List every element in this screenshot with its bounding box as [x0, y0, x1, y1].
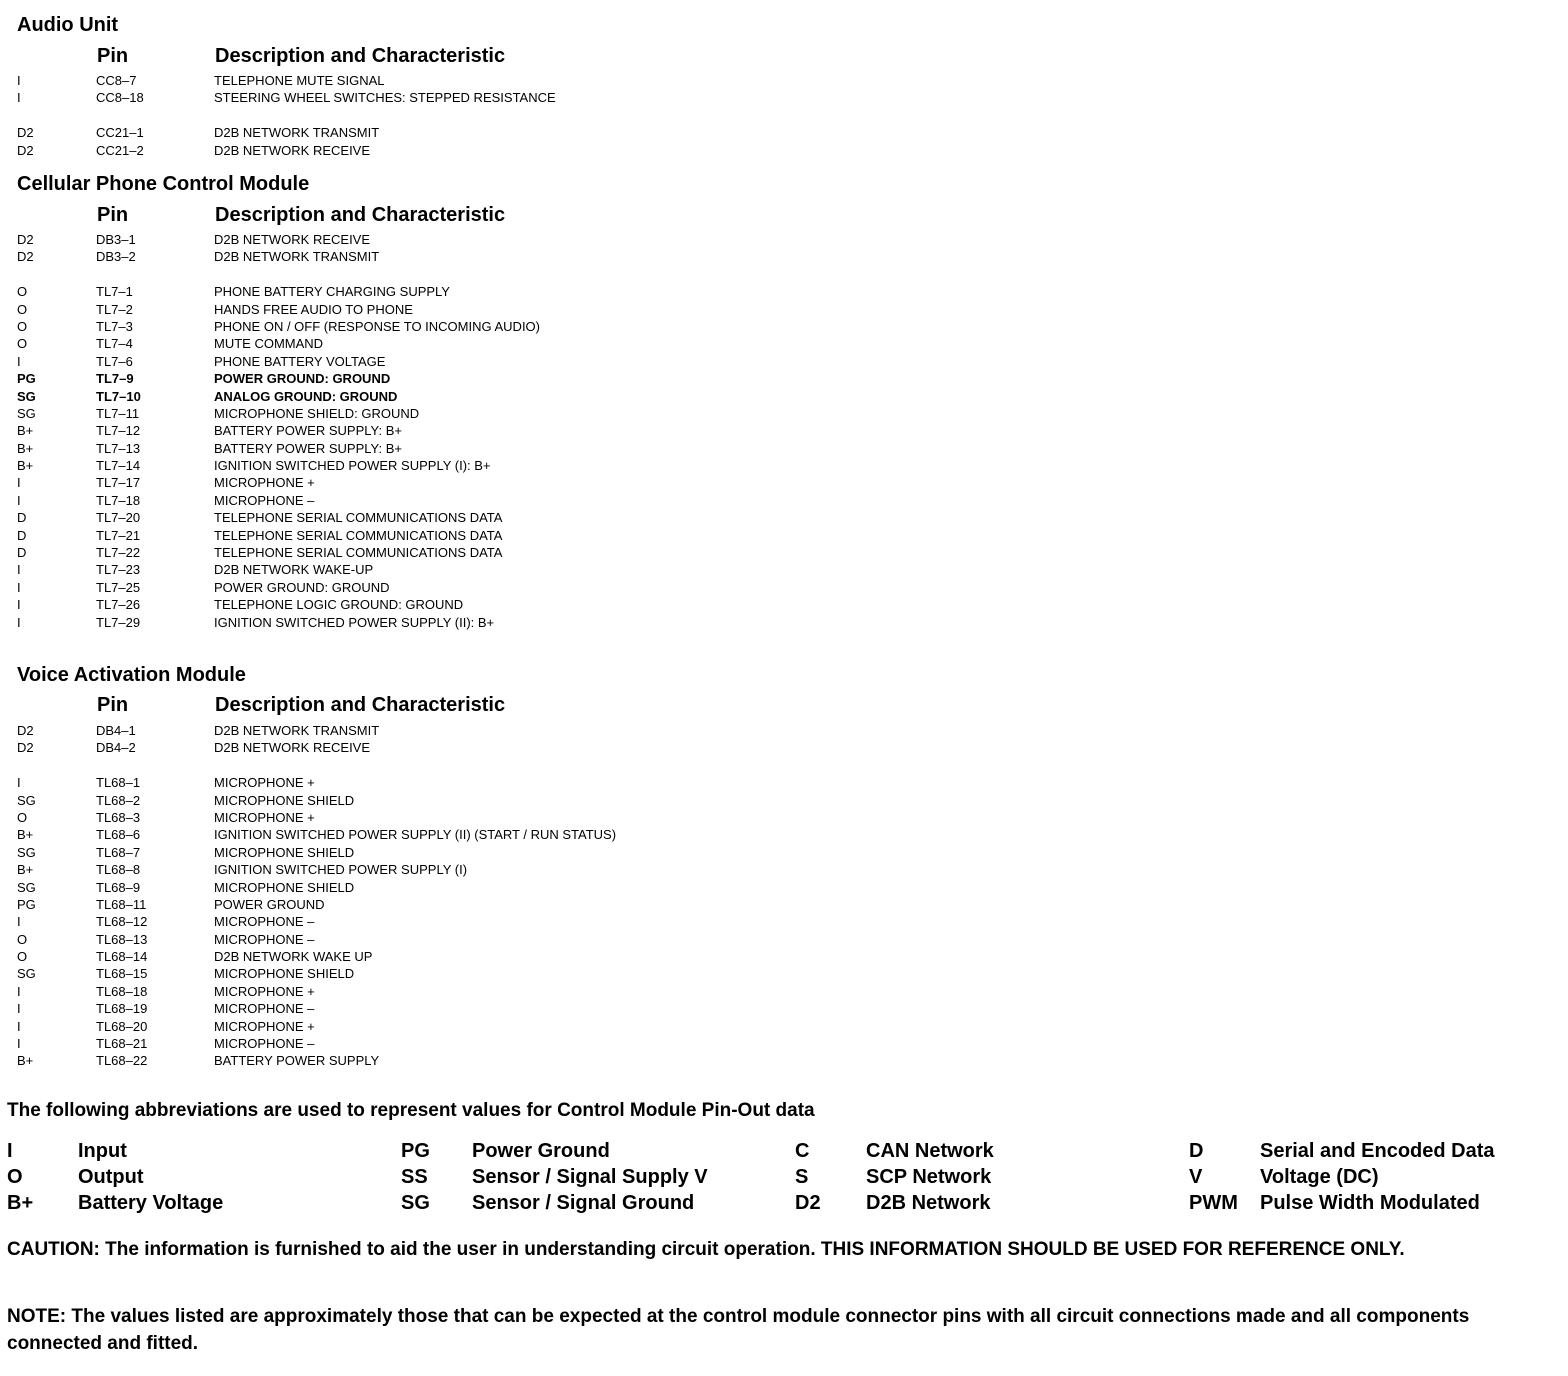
pin-cell: TL7–10	[96, 388, 141, 404]
description-cell: ANALOG GROUND: GROUND	[214, 388, 398, 404]
pin-cell: TL68–14	[96, 949, 148, 965]
description-cell: MICROPHONE SHIELD: GROUND	[214, 405, 420, 421]
signal-type-cell: PG	[17, 896, 36, 912]
signal-type-cell: B+	[17, 827, 34, 843]
abbreviation-key: PG	[401, 1140, 430, 1162]
signal-type-cell: I	[17, 597, 21, 613]
description-cell: MICROPHONE –	[214, 492, 315, 508]
pin-cell: TL7–21	[96, 527, 141, 543]
abbreviation-value: Pulse Width Modulated	[1260, 1192, 1480, 1214]
abbreviation-value: Power Ground	[472, 1140, 610, 1162]
signal-type-cell: D2	[17, 125, 34, 141]
description-cell: D2B NETWORK RECEIVE	[214, 232, 371, 247]
abbreviation-key: V	[1189, 1166, 1203, 1188]
pin-cell: DB3–2	[96, 249, 136, 265]
description-cell: IGNITION SWITCHED POWER SUPPLY (II): B+	[214, 614, 495, 630]
pin-cell: DB4–1	[96, 723, 136, 738]
signal-type-cell: D2	[17, 232, 34, 247]
pin-cell: DB3–1	[96, 232, 136, 247]
description-cell: TELEPHONE SERIAL COMMUNICATIONS DATA	[214, 545, 503, 561]
pin-cell: TL7–22	[96, 545, 141, 561]
abbreviation-value: Output	[78, 1166, 144, 1188]
pin-cell: TL68–6	[96, 827, 141, 843]
signal-type-cell: B+	[17, 423, 34, 439]
signal-type-cell: SG	[17, 966, 36, 982]
pin-header: Pin	[97, 694, 129, 716]
description-cell: BATTERY POWER SUPPLY: B+	[214, 440, 402, 456]
pin-cell: TL7–17	[96, 475, 141, 491]
description-header: Description and Characteristic	[215, 694, 506, 716]
signal-type-cell: I	[17, 1036, 21, 1052]
description-cell: MICROPHONE SHIELD	[214, 966, 355, 982]
abbreviations-title: The following abbreviations are used to represent values for Control Module Pin-Out data	[7, 1100, 815, 1121]
pin-cell: TL68–9	[96, 879, 141, 895]
signal-type-cell: D2	[17, 142, 34, 158]
description-cell: BATTERY POWER SUPPLY	[214, 1053, 380, 1069]
description-cell: POWER GROUND	[214, 896, 325, 912]
description-cell: TELEPHONE SERIAL COMMUNICATIONS DATA	[214, 527, 503, 543]
signal-type-cell: I	[17, 1001, 21, 1017]
signal-type-cell: SG	[17, 844, 36, 860]
description-cell: IGNITION SWITCHED POWER SUPPLY (I): B+	[214, 458, 491, 474]
pin-cell: TL68–3	[96, 809, 141, 825]
signal-type-cell: D2	[17, 249, 34, 265]
description-cell: TELEPHONE MUTE SIGNAL	[214, 73, 385, 88]
description-cell: MICROPHONE +	[214, 983, 315, 999]
abbreviation-value: Sensor / Signal Supply V	[472, 1166, 708, 1188]
pin-cell: CC21–1	[96, 125, 144, 141]
pin-cell: CC21–2	[96, 142, 144, 158]
abbreviation-value: SCP Network	[866, 1166, 992, 1188]
signal-type-cell: B+	[17, 440, 34, 456]
signal-type-cell: I	[17, 775, 21, 791]
signal-type-cell: I	[17, 73, 21, 88]
description-cell: MICROPHONE +	[214, 809, 315, 825]
signal-type-cell: B+	[17, 458, 34, 474]
signal-type-cell: SG	[17, 388, 36, 404]
pin-cell: TL7–23	[96, 562, 141, 578]
description-cell: MICROPHONE +	[214, 1018, 315, 1034]
section-title: Cellular Phone Control Module	[17, 173, 310, 195]
description-cell: MICROPHONE SHIELD	[214, 792, 355, 808]
abbreviation-key: S	[795, 1166, 809, 1188]
signal-type-cell: I	[17, 914, 21, 930]
description-cell: STEERING WHEEL SWITCHES: STEPPED RESISTANCE	[214, 90, 556, 106]
description-cell: MICROPHONE SHIELD	[214, 844, 355, 860]
signal-type-cell: B+	[17, 1053, 34, 1069]
pin-cell: TL68–20	[96, 1018, 148, 1034]
abbreviation-key: C	[795, 1140, 810, 1162]
pin-header: Pin	[97, 204, 129, 226]
description-cell: PHONE BATTERY VOLTAGE	[214, 353, 386, 369]
pin-cell: TL7–1	[96, 284, 133, 300]
abbreviation-value: Serial and Encoded Data	[1260, 1140, 1495, 1162]
description-cell: POWER GROUND: GROUND	[214, 579, 390, 595]
pin-cell: TL7–9	[96, 371, 134, 387]
description-cell: MICROPHONE –	[214, 1001, 315, 1017]
pin-cell: TL7–26	[96, 597, 141, 613]
description-cell: MICROPHONE +	[214, 475, 315, 491]
signal-type-cell: I	[17, 614, 21, 630]
pin-cell: TL7–2	[96, 301, 133, 317]
pin-cell: TL68–19	[96, 1001, 148, 1017]
signal-type-cell: O	[17, 809, 28, 825]
description-cell: POWER GROUND: GROUND	[214, 371, 391, 387]
signal-type-cell: D2	[17, 723, 34, 738]
signal-type-cell: I	[17, 579, 21, 595]
abbreviation-key: SG	[401, 1192, 430, 1214]
signal-type-cell: O	[17, 284, 28, 300]
signal-type-cell: D	[17, 527, 27, 543]
pin-cell: TL68–8	[96, 862, 141, 878]
signal-type-cell: I	[17, 562, 21, 578]
signal-type-cell: O	[17, 931, 28, 947]
description-header: Description and Characteristic	[215, 45, 506, 67]
signal-type-cell: D	[17, 545, 27, 561]
description-cell: D2B NETWORK WAKE-UP	[214, 562, 374, 578]
pin-cell: TL7–14	[96, 458, 141, 474]
pin-cell: TL68–21	[96, 1036, 148, 1052]
section-title: Audio Unit	[17, 14, 119, 36]
abbreviation-key: I	[7, 1140, 13, 1162]
description-cell: MUTE COMMAND	[214, 336, 324, 352]
signal-type-cell: I	[17, 1018, 21, 1034]
pin-cell: TL7–6	[96, 353, 133, 369]
note-text: NOTE: The values listed are approximately those that can be expected at the control module connector pins with all circuit connections made and all components connected and fitted.	[7, 1306, 1470, 1354]
description-cell: MICROPHONE –	[214, 914, 315, 930]
description-cell: D2B NETWORK RECEIVE	[214, 740, 371, 756]
description-cell: PHONE BATTERY CHARGING SUPPLY	[214, 284, 450, 300]
description-cell: TELEPHONE SERIAL COMMUNICATIONS DATA	[214, 510, 503, 526]
pin-cell: TL7–3	[96, 318, 133, 334]
description-cell: MICROPHONE –	[214, 1036, 315, 1052]
signal-type-cell: O	[17, 949, 28, 965]
pin-cell: TL68–15	[96, 966, 148, 982]
pin-cell: TL68–2	[96, 792, 141, 808]
signal-type-cell: I	[17, 475, 21, 491]
signal-type-cell: SG	[17, 879, 36, 895]
description-cell: D2B NETWORK RECEIVE	[214, 142, 371, 158]
abbreviation-value: Input	[78, 1140, 127, 1162]
abbreviation-value: Sensor / Signal Ground	[472, 1192, 695, 1214]
pin-cell: TL68–12	[96, 914, 148, 930]
abbreviation-value: CAN Network	[866, 1140, 994, 1162]
abbreviation-key: D	[1189, 1140, 1204, 1162]
abbreviation-value: Voltage (DC)	[1260, 1166, 1379, 1188]
description-cell: IGNITION SWITCHED POWER SUPPLY (II) (START / RUN STATUS)	[214, 827, 617, 843]
abbreviation-key: D2	[795, 1192, 821, 1214]
pin-cell: TL7–11	[96, 405, 140, 421]
signal-type-cell: O	[17, 318, 28, 334]
pin-cell: TL7–12	[96, 423, 141, 439]
description-cell: D2B NETWORK TRANSMIT	[214, 723, 380, 738]
pin-cell: DB4–2	[96, 740, 136, 756]
caution-text: CAUTION: The information is furnished to aid the user in understanding circuit operation. THIS INFORMATION SHOULD BE USED FOR REFERENCE ONLY.	[7, 1239, 1405, 1260]
signal-type-cell: O	[17, 336, 28, 352]
description-cell: BATTERY POWER SUPPLY: B+	[214, 423, 402, 439]
signal-type-cell: I	[17, 90, 21, 106]
abbreviations-legend	[0, 1138, 1568, 1218]
description-cell: IGNITION SWITCHED POWER SUPPLY (I)	[214, 862, 468, 878]
description-cell: TELEPHONE LOGIC GROUND: GROUND	[214, 597, 464, 613]
pin-cell: TL7–25	[96, 579, 141, 595]
description-header: Description and Characteristic	[215, 204, 506, 226]
description-cell: MICROPHONE +	[214, 775, 315, 791]
pin-cell: TL7–20	[96, 510, 141, 526]
pin-cell: TL7–18	[96, 492, 141, 508]
description-cell: D2B NETWORK WAKE UP	[214, 949, 373, 965]
pin-cell: CC8–7	[96, 73, 137, 88]
pin-cell: TL68–22	[96, 1053, 148, 1069]
pin-cell: TL7–29	[96, 614, 141, 630]
description-cell: MICROPHONE –	[214, 931, 315, 947]
pin-cell: TL7–13	[96, 440, 141, 456]
description-cell: HANDS FREE AUDIO TO PHONE	[214, 301, 413, 317]
pin-cell: TL68–13	[96, 931, 148, 947]
description-cell: D2B NETWORK TRANSMIT	[214, 125, 380, 141]
pin-cell: CC8–18	[96, 90, 144, 106]
signal-type-cell: SG	[17, 792, 36, 808]
pin-cell: TL68–11	[96, 896, 147, 912]
pin-cell: TL68–7	[96, 844, 141, 860]
abbreviation-key: SS	[401, 1166, 428, 1188]
pin-header: Pin	[97, 45, 129, 67]
signal-type-cell: PG	[17, 371, 36, 387]
description-cell: D2B NETWORK TRANSMIT	[214, 249, 380, 265]
pin-cell: TL68–18	[96, 983, 148, 999]
description-cell: PHONE ON / OFF (RESPONSE TO INCOMING AUDIO)	[214, 318, 540, 334]
abbreviation-key: O	[7, 1166, 23, 1188]
signal-type-cell: D	[17, 510, 27, 526]
abbreviation-key: PWM	[1189, 1192, 1238, 1214]
signal-type-cell: I	[17, 492, 21, 508]
pin-cell: TL68–1	[96, 775, 141, 791]
description-cell: MICROPHONE SHIELD	[214, 879, 355, 895]
abbreviation-key: B+	[7, 1192, 34, 1214]
abbreviation-value: Battery Voltage	[78, 1192, 224, 1214]
signal-type-cell: O	[17, 301, 28, 317]
signal-type-cell: SG	[17, 405, 36, 421]
abbreviation-value: D2B Network	[866, 1192, 991, 1214]
signal-type-cell: I	[17, 983, 21, 999]
section-title: Voice Activation Module	[17, 664, 246, 686]
signal-type-cell: I	[17, 353, 21, 369]
signal-type-cell: D2	[17, 740, 34, 756]
pin-cell: TL7–4	[96, 336, 133, 352]
signal-type-cell: B+	[17, 862, 34, 878]
